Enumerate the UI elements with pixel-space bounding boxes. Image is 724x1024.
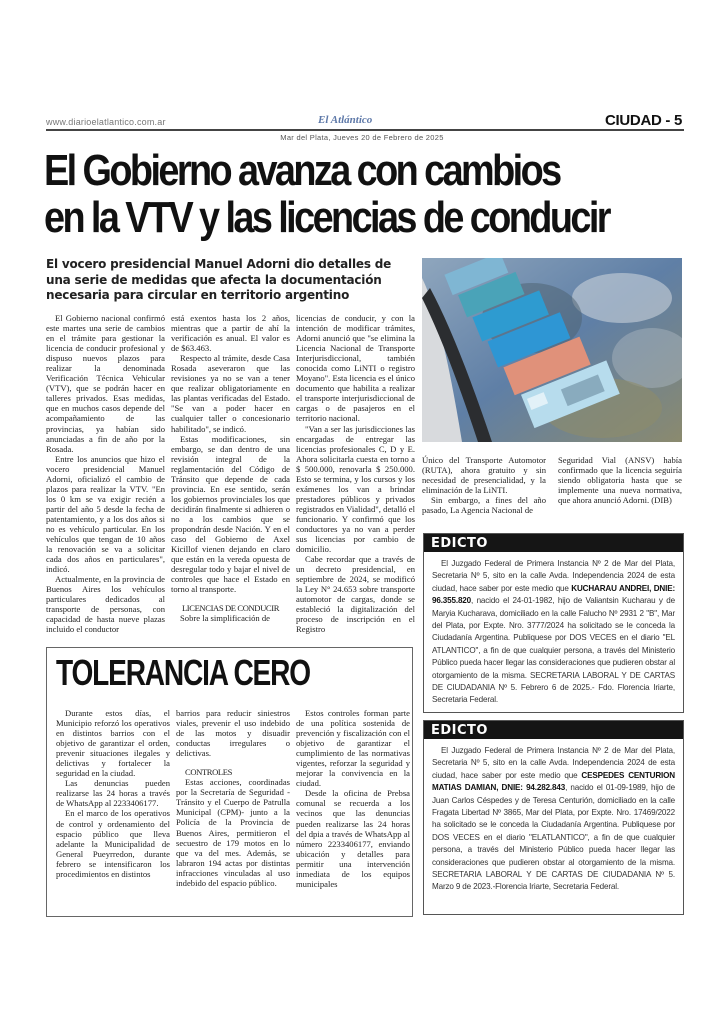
paragraph: Estos controles forman parte de una política sostenida de prevención y fiscalización con el objetivo de garantizar el cumplimiento de las normativas vigentes, reforzar la seguridad y mejorar la convivencia en la ciudad. (296, 708, 410, 789)
edicto-notice (423, 720, 684, 915)
edicto-text: , nacido el 24-01-1982, hijo de Valiantsin Kucharau y de Maryia Kucharava, domiciliado en la calle Falucho Nº 2931 2 "B", Mar del Plata, por Expte. Nro. 3777/2024 ha solicitado se le conceda la Ciudadanía Argentina. Publiquese por DOS VECES en el diario "EL ATLANTICO", a fin de que cualquier persona, a través del Ministerio Público pueda hacer llegar las consideraciones que pudieren obstar al otorgamiento de la misma. SECRETARIA LABORAL Y DE CARTAS DE CIUDADANIA Nº 5. Febrero 6 de 2025.- Fdo. Florencia Iriarte, Secretaria Federal. (432, 596, 675, 705)
paragraph: Cabe recordar que a través de un decreto presidencial, en septiembre de 2024, se modificó la Ley N° 24.653 sobre transporte automotor de cargas, donde se estableció la digitalización del proceso de inscripción en el Registro (296, 554, 415, 635)
paragraph: "Van a ser las jurisdicciones las encargadas de entregar las licencias profesionales C, D y E. Ahora solicitarla cuesta en torno a $ 500.000, renovarla $ 250.000. Esto se termina, y los cursos y los exámenes los van a brindar prestadores públicos y privados registrados en Vialidad", detalló el funcionario. Y confirmó que los conductores ya no van a perder sus licencias por cambio de domicilio. (296, 423, 415, 555)
tolerancia-cero-title: TOLERANCIA CERO (56, 652, 310, 693)
paragraph: está exentos hasta los 2 años, mientras que a partir de ahí la verificación es anual. El valor es de $63.463. (171, 313, 290, 354)
tolerancia-column-3 (296, 708, 410, 889)
paragraph: Actualmente, en la provincia de Buenos Aires los vehículos particulares dedicados al transporte de personas, con capacidad de hasta nueve plazas incluido el conductor (46, 574, 165, 635)
section-page-label: CIUDAD - 5 (604, 112, 682, 129)
edicto-text: El Juzgado Federal de Primera Instancia Nº 2 de Mar del Plata, Secretaria Nº 5, sito en la calle Avda. Independencia 2024 de esta ciudad, hace saber por este medio que (432, 559, 675, 593)
paragraph: El Gobierno nacional confirmó este martes una serie de cambios en el trámite para gestionar la licencia de conducir profesional y dispuso nuevos plazos para realizar la denominada Verificación Técnica Vehicular (VTV), que se podrán hacer en talleres privados. Esas medidas, que en muchos casos depende del acompañamiento de las provincias, ya habían sido anunciadas a fin de año por la Rosada. (46, 313, 165, 454)
section-subheading: CONTROLES (185, 767, 233, 778)
headline-line-1: El Gobierno avanza con cambios (44, 146, 560, 195)
dateline: Mar del Plata, Jueves 20 de Febrero de 2025 (280, 133, 444, 142)
paragraph: Respecto al trámite, desde Casa Rosada aseveraron que las revisiones ya no se van a tener que realizar obligatoriamente en las plantas verificadas del Estado. "Se van a poder hacer en cualquier taller o concesionario habilitado", se indicó. (171, 353, 290, 434)
article-column-3 (296, 313, 415, 635)
edicto-applicant: KUCHARAU ANDREI, DNIE: 96.355.820 (432, 583, 676, 606)
edicto-text: , nacido el 01-09-1989, hijo de Juan Carlos Céspedes y de Teresa Centurión, domiciliado en la calle Fragata Libertad Nº 3865, Mar del Plata, por Expte. Nro. 17469/2022 ha solicitado se le conceda la Ciudadanía Argentina. Publiquese por DOS VECES en el diario "ELATLANTICO", a fin de que cualquier persona, a través del Ministerio Público pueda hacer llegar las consideraciones que pudieren obstar al otorgamiento de la misma. SECRETARIA LABORAL Y DE CARTAS DE CIUDADANIA Nº 5. Marzo 9 de 2023.-Florencia Iriarte, Secretaria Federal. (432, 783, 675, 892)
article-headline (44, 146, 609, 242)
paragraph: Sin embargo, a fines del año pasado, La Agencia Nacional de (422, 495, 546, 516)
headline-line-2: en la VTV y las licencias de conducir (44, 193, 609, 242)
paragraph: Estas acciones, coordinadas por la Secretaría de Seguridad -Tránsito y el Cuerpo de Patrulla Municipal (CPM)- junto a la Policía de la Provincia de Buenos Aires, permitieron el secuestro de 179 motos en lo que va del mes. Además, se labraron 194 actas por distintas infracciones vinculadas al uso indebido del espacio público. (176, 777, 290, 888)
article-photo (422, 258, 682, 442)
paragraph: Las denuncias pueden realizarse las 24 horas a través de WhatsApp al 2233406177. (56, 778, 170, 809)
paragraph: barrios para reducir siniestros viales, prevenir el uso indebido de las motos y disuadir conductas irregulares o delictivas. (176, 708, 290, 759)
edicto-body (424, 739, 683, 894)
edicto-title: EDICTO (424, 534, 683, 552)
header-rule (46, 129, 684, 131)
tolerancia-column-2 (176, 708, 290, 888)
edicto-applicant: CESPEDES CENTURION MATIAS DAMIAN, DNIE: 94.282.843 (432, 770, 675, 793)
article-column-5 (558, 455, 682, 505)
paragraph: Desde la oficina de Prebsa comunal se recuerda a los vecinos que las denuncias pueden realizarse las 24 horas del dpia a través de WhatsApp al número 2233406177, enviando ubicación y detalles para permitir una intervención inmediata de los equipos municipales (296, 788, 410, 889)
edicto-body (424, 552, 683, 707)
section-subheading: LICENCIAS DE CONDUCIR (181, 603, 280, 614)
edicto-text: El Juzgado Federal de Primera Instancia Nº 2 de Mar del Plata, Secretaria Nº 5, sito en la calle Avda. Independencia 2024 de esta ciudad, hace saber por este medio que (432, 746, 675, 780)
article-subhead: El vocero presidencial Manuel Adorni dio detalles de una serie de medidas que afecta la documentación necesaria para circular en territorio argentino (46, 257, 392, 302)
article-column-4 (422, 455, 546, 515)
paragraph: licencias de conducir, y con la intención de modificar trámites, Adorni anunció que "se elimina la Licencia Nacional de Transporte Interjurisdiccional, también conocida como LiNTI o registro Moyano". Esta licencia es el único documento que habilita a realizar el transporte interjurisdiccional de cargas o de pasajeros en el territorio nacional. (296, 313, 416, 424)
article-column-2 (171, 313, 290, 623)
paragraph: En el marco de los operativos de control y ordenamiento del espacio público que lleva adelante la Municipalidad de General Pueyrredon, durante febrero se intensificaron los procedimientos en distintos (56, 808, 170, 879)
paragraph: Durante estos días, el Municipio reforzó los operativos en distintos barrios con el objetivo de garantizar el orden, prevenir situaciones ilegales y delictivas y fortalecer la seguridad en la ciudad. (56, 708, 170, 779)
paragraph: Único del Transporte Automotor (RUTA), ahora gratuito y sin necesidad de presencialidad, y la eliminación de la LiNTI. (422, 455, 546, 496)
vtv-stickers-photo (422, 258, 682, 442)
website-url[interactable]: www.diarioelatlantico.com.ar (46, 117, 166, 127)
newspaper-logo: El Atlántico (318, 114, 373, 126)
paragraph: Sobre la simplificación de (180, 613, 270, 624)
paragraph: Seguridad Vial (ANSV) había confirmado que la licencia seguiría siendo obligatoria hasta que se implemente una nueva normativa, que ahora anunció Adorni. (DIB) (558, 455, 682, 506)
paragraph: Entre los anuncios que hizo el vocero presidencial Manuel Adorni, oficializó el cambio de plazos para realizar la VTV. "En los 0 km se va exigir recién a partir del año 5 desde la fecha de patentamiento, y a los dos años si no es vehículo particular. En los vehículos que tengan de 10 años la renovación se va a solicitar cada dos años en particulares", indicó. (46, 453, 165, 575)
edicto-notice (423, 533, 684, 713)
edicto-title: EDICTO (424, 721, 683, 739)
tolerancia-column-1 (56, 708, 170, 879)
paragraph: Estas modificaciones, sin embargo, se dan dentro de una revisión integral de la reglamentación del Código de Tránsito que depende de cada provincia. En ese sentido, serán los gobiernos provinciales los que decidirán finalmente si adhieren o no a los cambios que se propondrán desde Nación. Y en el caso del Gobierno de Axel Kicillof vienen dejando en claro que están en la vereda opuesta de desregular todo y bajar el nivel de controles que hace el Estado en torno al transporte. (171, 433, 290, 595)
article-column-1 (46, 313, 165, 635)
